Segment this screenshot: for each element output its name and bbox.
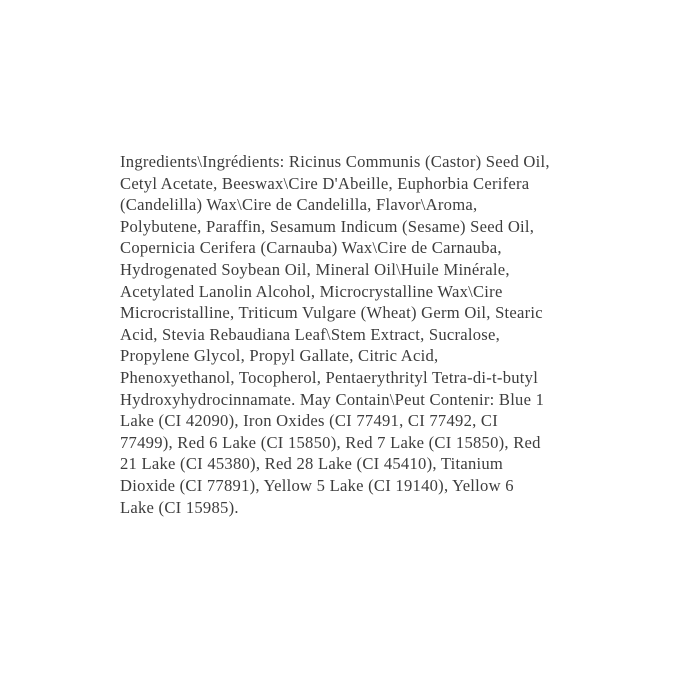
ingredients-line: Cetyl Acetate, Beeswax\Cire D'Abeille, Euphorbia Cerifera [120, 173, 530, 193]
ingredients-line: 77499), Red 6 Lake (CI 15850), Red 7 Lake (CI 15850), Red [120, 432, 541, 452]
ingredients-line: Acid, Stevia Rebaudiana Leaf\Stem Extract, Sucralose, [120, 324, 501, 344]
ingredients-line: Phenoxyethanol, Tocopherol, Pentaerythrityl Tetra-di-t-butyl [120, 367, 539, 387]
ingredients-line: Hydrogenated Soybean Oil, Mineral Oil\Huile Minérale, [120, 259, 510, 279]
ingredients-line: Microcristalline, Triticum Vulgare (Wheat) Germ Oil, Stearic [120, 303, 543, 323]
ingredients-line: Polybutene, Paraffin, Sesamum Indicum (Sesame) Seed Oil, [120, 216, 535, 236]
ingredients-line: Hydroxyhydrocinnamate. May Contain\Peut Contenir: Blue 1 [120, 389, 545, 409]
ingredients-line: Acetylated Lanolin Alcohol, Microcrystalline Wax\Cire [120, 281, 503, 301]
ingredients-line: Lake (CI 15985). [120, 497, 239, 517]
ingredients-text-block [120, 151, 590, 518]
ingredients-line: Propylene Glycol, Propyl Gallate, Citric Acid, [120, 346, 439, 366]
ingredients-line: Lake (CI 42090), Iron Oxides (CI 77491, CI 77492, CI [120, 411, 499, 431]
ingredients-line: 21 Lake (CI 45380), Red 28 Lake (CI 45410), Titanium [120, 454, 504, 474]
ingredients-line: Copernicia Cerifera (Carnauba) Wax\Cire de Carnauba, [120, 238, 502, 258]
ingredients-line: (Candelilla) Wax\Cire de Candelilla, Flavor\Aroma, [120, 195, 478, 215]
ingredients-line: Ingredients\Ingrédients: Ricinus Communis (Castor) Seed Oil, [120, 152, 550, 171]
ingredients-line: Dioxide (CI 77891), Yellow 5 Lake (CI 19140), Yellow 6 [120, 475, 514, 495]
